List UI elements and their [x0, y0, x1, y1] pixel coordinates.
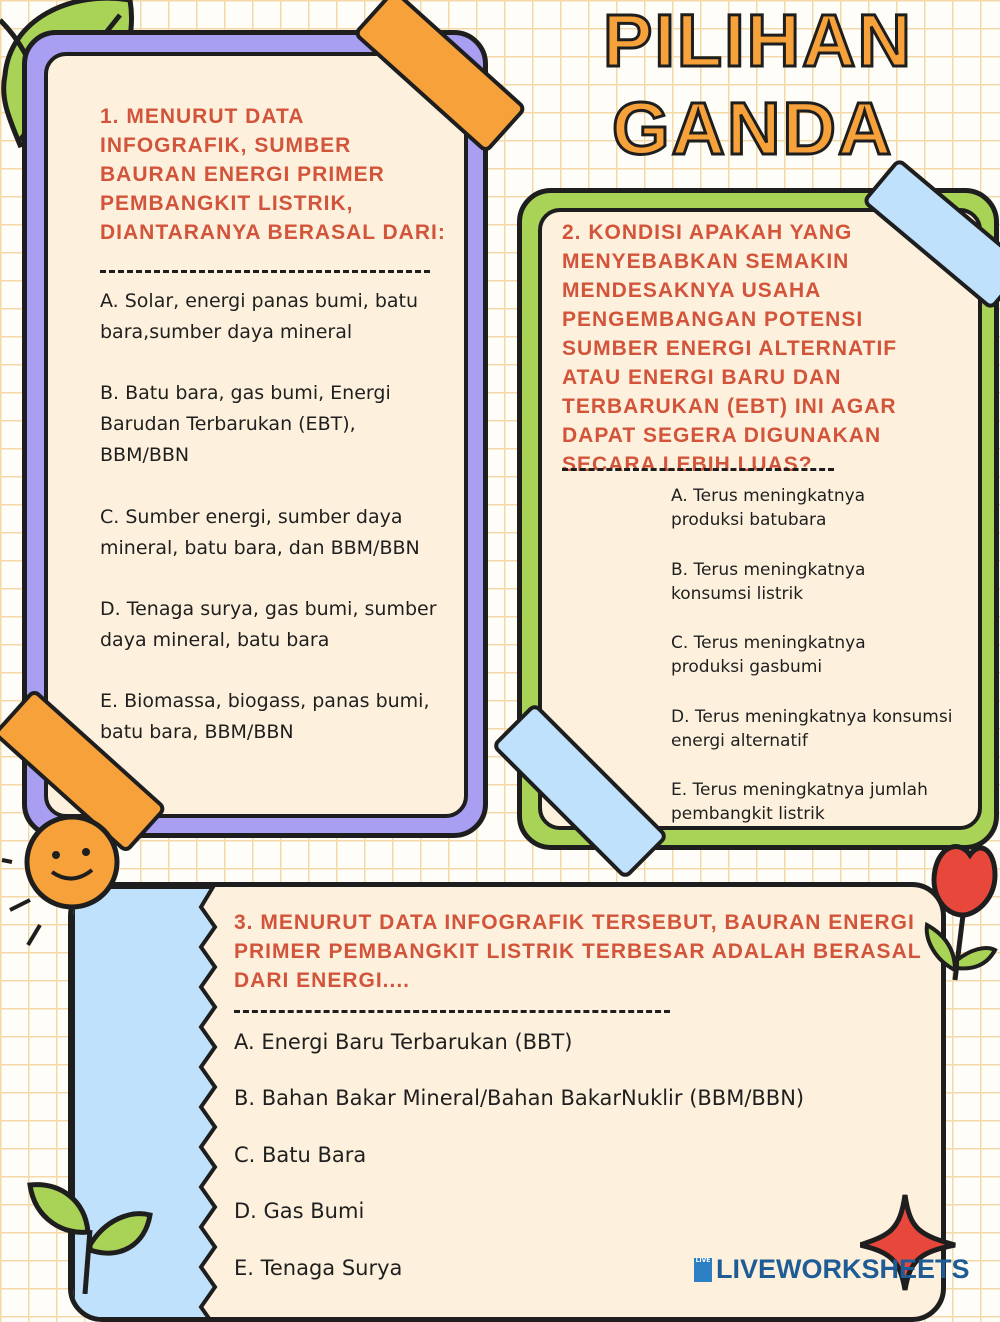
question-2-option-e[interactable]: E. Terus meningkatnya jumlah pembangkit listrik: [671, 780, 928, 824]
question-2-option-d[interactable]: D. Terus meningkatnya konsumsi energi alternatif: [671, 707, 953, 751]
page-title-line-1: PILIHAN: [603, 0, 913, 82]
watermark-logo: [694, 1254, 994, 1288]
question-1-option-a[interactable]: A. Solar, energi panas bumi, batu bara,sumber daya mineral: [100, 290, 419, 343]
question-3-text: 3. MENURUT DATA INFOGRAFIK TERSEBUT, BAURAN ENERGI PRIMER PEMBANGKIT LISTRIK TERBESAR ADALAH BERASAL DARI ENERGI....: [234, 911, 922, 992]
question-3-option-e[interactable]: E. Tenaga Surya: [234, 1256, 403, 1280]
question-1-option-c[interactable]: C. Sumber energi, sumber daya mineral, batu bara, dan BBM/BBN: [100, 506, 420, 559]
watermark-text: LIVEWORKSHEETS: [716, 1254, 970, 1284]
question-2-text: 2. KONDISI APAKAH YANG MENYEBABKAN SEMAKIN MENDESAKNYA USAHA PENGEMBANGAN POTENSI SUMBER ENERGI ALTERNATIF ATAU ENERGI BARU DAN TERBARUKAN (EBT) INI AGAR DAPAT SEGERA DIGUNAKAN SECARA LEBIH LUAS?: [562, 221, 898, 476]
question-3-option-d[interactable]: D. Gas Bumi: [234, 1199, 365, 1223]
question-3-option-c[interactable]: C. Batu Bara: [234, 1143, 367, 1167]
smiley-decoration-icon: [0, 800, 150, 960]
tulip-decoration-icon: [915, 840, 1000, 990]
sprout-decoration-icon: [20, 1170, 160, 1294]
watermark-badge-icon: LIVE: [694, 1258, 712, 1282]
question-1-option-e[interactable]: E. Biomassa, biogass, panas bumi, batu bara, BBM/BBN: [100, 690, 430, 743]
question-3-divider: [234, 1010, 670, 1013]
question-1-text: 1. MENURUT DATA INFOGRAFIK, SUMBER BAURAN ENERGI PRIMER PEMBANGKIT LISTRIK, DIANTARANYA BERASAL DARI:: [100, 105, 446, 244]
question-3-option-b[interactable]: B. Bahan Bakar Mineral/Bahan BakarNuklir (BBM/BBN): [234, 1086, 805, 1110]
question-2-divider: [562, 468, 834, 471]
question-3-option-a[interactable]: A. Energi Baru Terbarukan (BBT): [234, 1030, 573, 1054]
question-1-option-b[interactable]: B. Batu bara, gas bumi, Energi Barudan Terbarukan (EBT), BBM/BBN: [100, 382, 391, 466]
question-1-divider: [100, 270, 430, 273]
question-1-option-d[interactable]: D. Tenaga surya, gas bumi, sumber daya mineral, batu bara: [100, 598, 437, 651]
page-title-line-2: GANDA: [612, 87, 894, 170]
question-2-option-b[interactable]: B. Terus meningkatnya konsumsi listrik: [671, 560, 866, 604]
question-2-option-a[interactable]: A. Terus meningkatnya produksi batubara: [671, 486, 866, 530]
question-2-option-c[interactable]: C. Terus meningkatnya produksi gasbumi: [671, 633, 866, 677]
